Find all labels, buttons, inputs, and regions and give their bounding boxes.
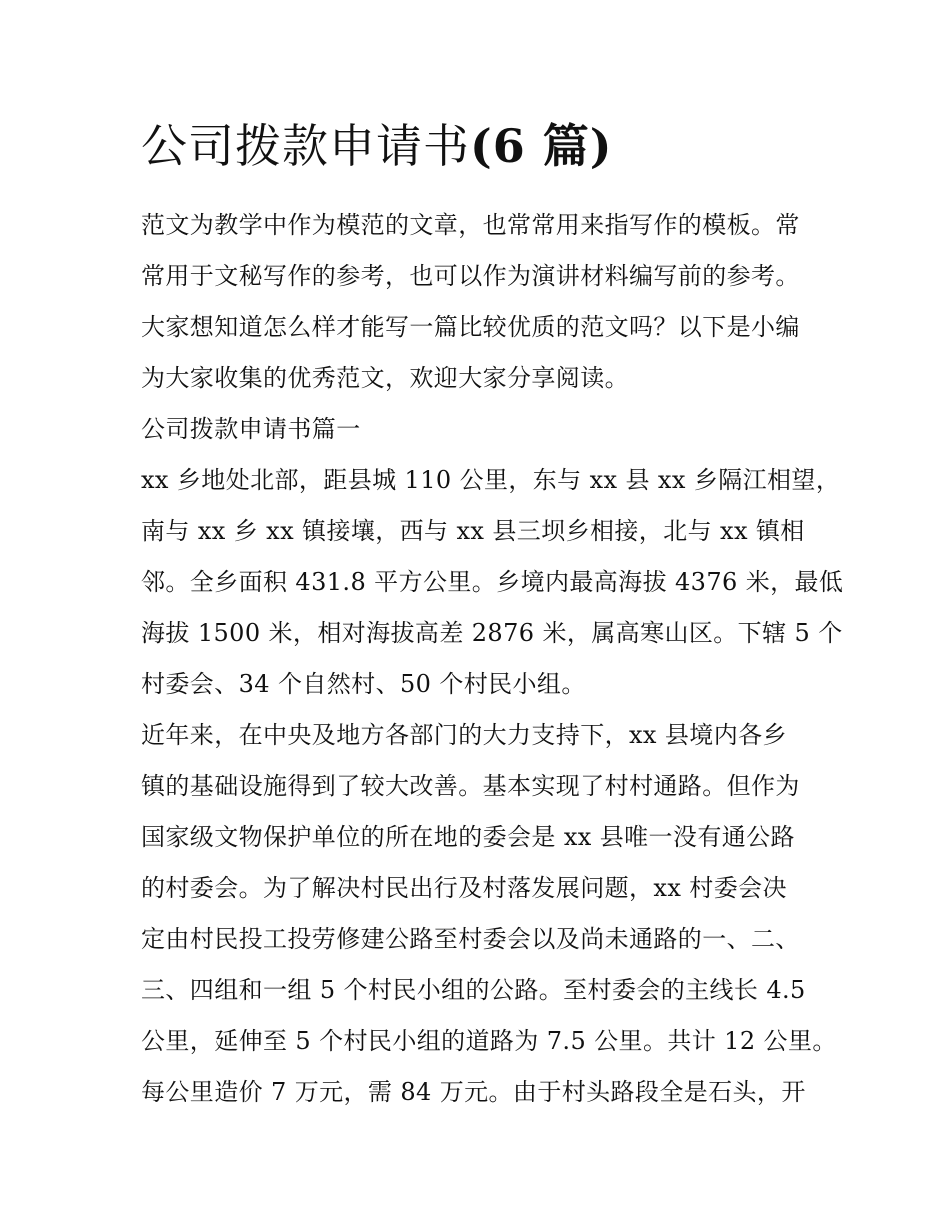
text-line: 大家想知道怎么样才能写一篇比较优质的范文吗？以下是小编 — [141, 313, 800, 341]
text-line: 国家级文物保护单位的所在地的委会是 xx 县唯一没有通公路 — [141, 823, 795, 851]
text-line: 公里，延伸至 5 个村民小组的道路为 7.5 公里。共计 12 公里。 — [141, 1027, 837, 1055]
text-line: 三、四组和一组 5 个村民小组的公路。至村委会的主线长 4.5 — [141, 976, 806, 1004]
text-line: 邻。全乡面积 431.8 平方公里。乡境内最高海拔 4376 米，最低 — [141, 568, 844, 596]
text-line: 定由村民投工投劳修建公路至村委会以及尚未通路的一、二、 — [141, 925, 800, 953]
text-line: 村委会、34 个自然村、50 个村民小组。 — [141, 670, 586, 698]
text-line: 常用于文秘写作的参考，也可以作为演讲材料编写前的参考。 — [141, 262, 800, 290]
text-line: 南与 xx 乡 xx 镇接壤，西与 xx 县三坝乡相接，北与 xx 镇相 — [141, 517, 805, 545]
text-line: 镇的基础设施得到了较大改善。基本实现了村村通路。但作为 — [141, 772, 800, 800]
title-text: 公司拨款申请书 — [141, 119, 470, 173]
text-line: 为大家收集的优秀范文，欢迎大家分享阅读。 — [141, 364, 629, 392]
document-page — [141, 112, 844, 1118]
text-line: 范文为教学中作为模范的文章，也常常用来指写作的模板。常 — [141, 211, 800, 239]
text-line: 海拔 1500 米，相对海拔高差 2876 米，属高寒山区。下辖 5 个 — [141, 619, 843, 647]
text-line: 的村委会。为了解决村民出行及村落发展问题，xx 村委会决 — [141, 874, 787, 902]
title-count: (6 篇) — [470, 119, 613, 173]
text-line: 每公里造价 7 万元，需 84 万元。由于村头路段全是石头，开 — [141, 1078, 806, 1106]
text-line: 近年来，在中央及地方各部门的大力支持下，xx 县境内各乡 — [141, 721, 787, 749]
section-heading: 公司拨款申请书篇一 — [141, 415, 361, 443]
body-text — [141, 200, 844, 1118]
document-title — [141, 112, 813, 180]
text-line: xx 乡地处北部，距县城 110 公里，东与 xx 县 xx 乡隔江相望， — [141, 466, 841, 494]
